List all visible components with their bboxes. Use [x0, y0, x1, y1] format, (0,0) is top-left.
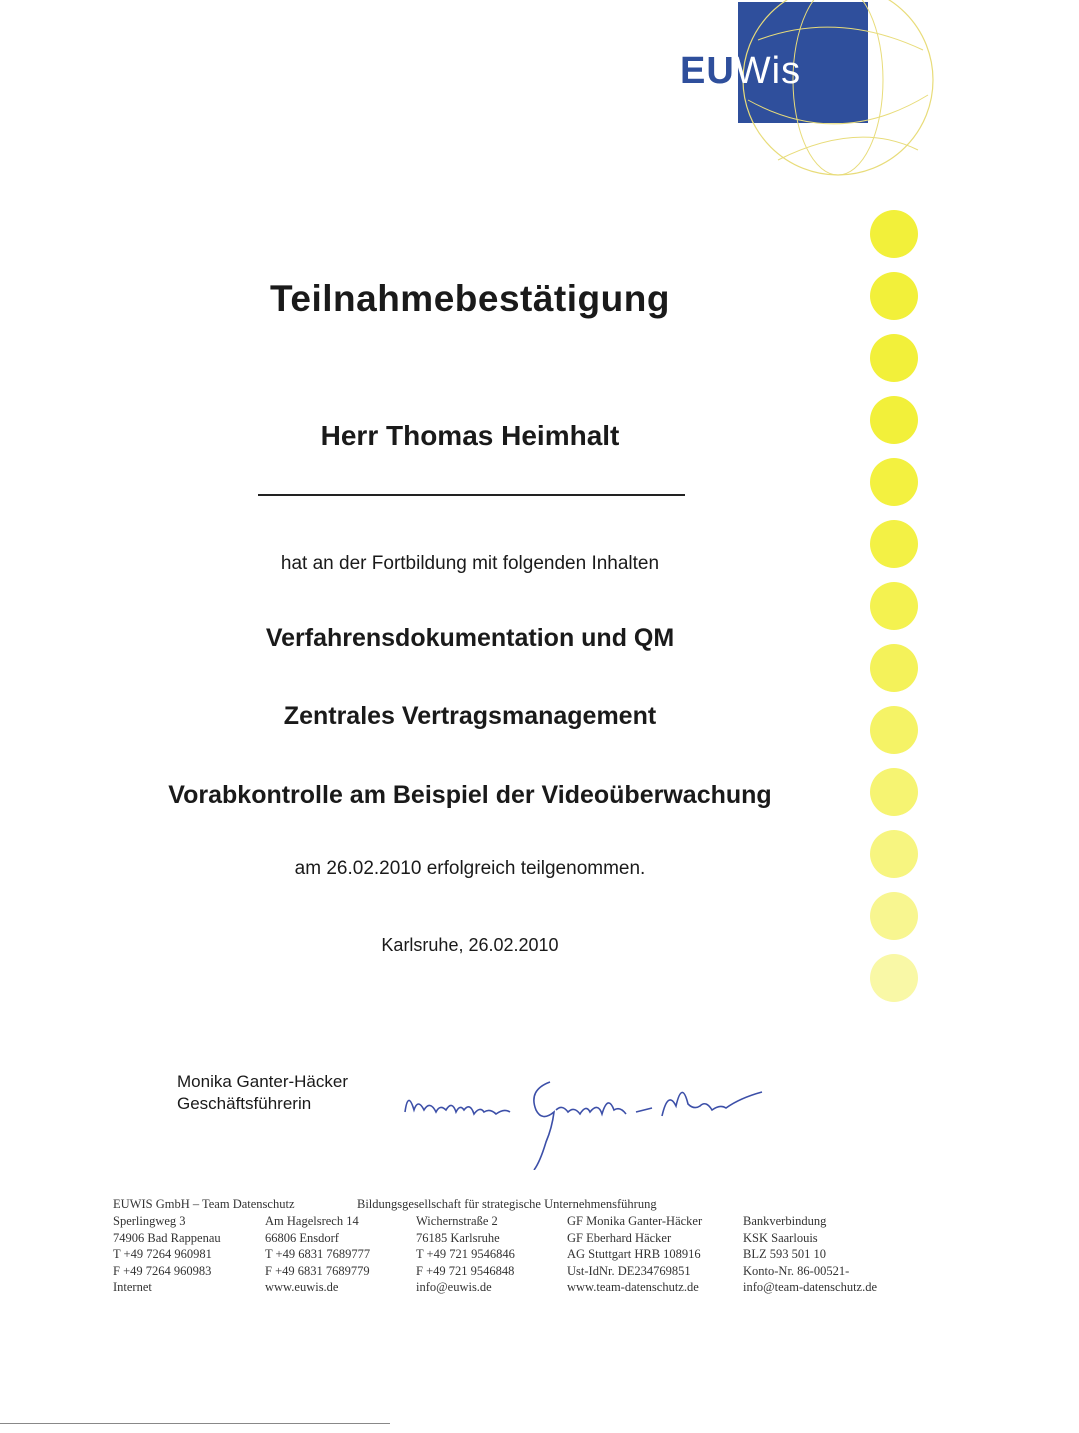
handwritten-signature	[400, 1070, 770, 1170]
footer-column	[416, 1213, 515, 1296]
topic-item: Vorabkontrolle am Beispiel der Videoüberwachung	[168, 781, 772, 809]
footer-line: T +49 6831 7689777	[265, 1247, 371, 1261]
footer-header	[113, 1196, 657, 1213]
yellow-dot	[870, 210, 918, 258]
footer-line: Ust-IdNr. DE234769851	[567, 1263, 691, 1278]
bottom-rule	[0, 1423, 390, 1424]
footer-column	[265, 1213, 370, 1296]
footer-line: Konto-Nr. 86-00521-	[743, 1263, 850, 1278]
footer-line: KSK Saarlouis	[743, 1230, 818, 1245]
topic-item: Verfahrensdokumentation und QM	[265, 624, 675, 652]
footer-line: 74906 Bad Rappenau	[113, 1230, 221, 1245]
yellow-dot	[870, 892, 918, 940]
certificate-title: Teilnahmebestätigung	[270, 278, 670, 319]
footer-line: Wichernstraße 2	[416, 1214, 498, 1228]
yellow-dot	[870, 582, 918, 630]
place-date: Karlsruhe, 26.02.2010	[381, 935, 559, 955]
intro-text: hat an der Fortbildung mit folgenden Inhalten	[280, 553, 660, 574]
completion-text: am 26.02.2010 erfolgreich teilgenommen.	[294, 858, 646, 879]
footer-line: 76185 Karlsruhe	[416, 1230, 500, 1245]
footer-line: F +49 6831 7689779	[265, 1263, 370, 1278]
signer-role: Geschäftsführerin	[177, 1094, 312, 1113]
decorative-dots	[866, 210, 922, 1016]
footer-line: info@team-datenschutz.de	[743, 1280, 878, 1294]
yellow-dot	[870, 458, 918, 506]
footer-column	[567, 1213, 702, 1296]
footer-org: EUWIS GmbH – Team Datenschutz	[113, 1197, 295, 1211]
recipient-underline	[258, 494, 685, 496]
footer-line: GF Monika Ganter-Häcker	[567, 1214, 703, 1228]
signer-block	[177, 1071, 348, 1115]
footer-line: Internet	[113, 1280, 152, 1294]
footer-tagline: Bildungsgesellschaft für strategische Unternehmensführung	[357, 1197, 657, 1211]
footer-line: info@euwis.de	[416, 1280, 492, 1294]
signer-name: Monika Ganter-Häcker	[177, 1072, 349, 1091]
footer-line: BLZ 593 501 10	[743, 1247, 826, 1261]
yellow-dot	[870, 334, 918, 382]
footer-line: AG Stuttgart HRB 108916	[567, 1247, 701, 1261]
footer-line: F +49 721 9546848	[416, 1263, 515, 1278]
footer-line: Sperlingweg 3	[113, 1214, 186, 1228]
footer-line: T +49 7264 960981	[113, 1247, 212, 1261]
footer-column	[743, 1213, 877, 1296]
logo-wordmark: EUWis	[680, 50, 802, 92]
footer-line: www.euwis.de	[265, 1280, 339, 1294]
footer-line: www.team-datenschutz.de	[567, 1280, 699, 1294]
footer-line: F +49 7264 960983	[113, 1263, 212, 1278]
footer-column	[113, 1213, 221, 1296]
footer-line: T +49 721 9546846	[416, 1247, 515, 1261]
footer-line: Am Hagelsrech 14	[265, 1214, 359, 1228]
globe-lines-icon	[738, 0, 938, 200]
footer-line: GF Eberhard Häcker	[567, 1230, 672, 1245]
footer-line: Bankverbindung	[743, 1214, 827, 1228]
footer-line: 66806 Ensdorf	[265, 1230, 339, 1245]
topic-item: Zentrales Vertragsmanagement	[283, 702, 657, 730]
recipient-name: Herr Thomas Heimhalt	[320, 420, 620, 451]
yellow-dot	[870, 954, 918, 1002]
